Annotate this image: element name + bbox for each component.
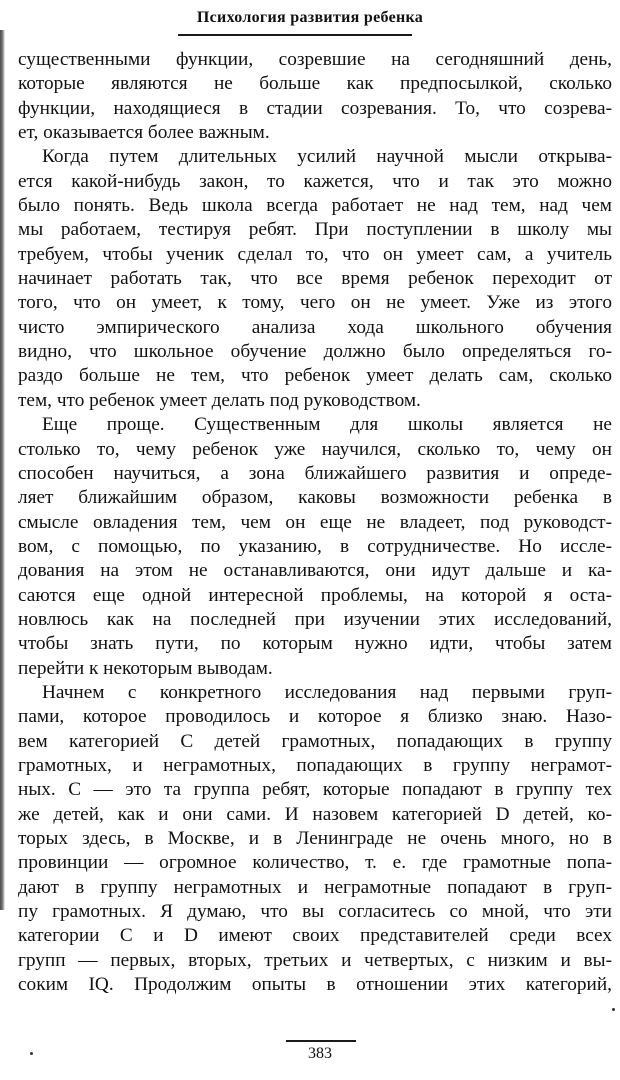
running-header: Психология развития ребенка <box>196 9 424 26</box>
text-line: видно, что школьное обучение должно было определяться го- <box>18 341 612 363</box>
text-line: мы работаем, тестируя ребят. При поступлении в школу мы <box>18 219 612 241</box>
text-line: смысле овладения тем, чем он еще не владеет, под руководст- <box>18 511 612 533</box>
text-line: ляет ближайшим образом, каковы возможности ребенка в <box>18 487 612 509</box>
text-line: Начнем с конкретного исследования над первыми груп- <box>42 681 612 703</box>
text-line: соким IQ. Продолжим опыты в отношении этих категорий, <box>18 974 612 996</box>
text-line: ных. C — это та группа ребят, которые попадают в группу тех <box>18 779 612 801</box>
text-line: ет, оказывается более важным. <box>18 122 270 144</box>
text-line: дают в группу неграмотных и неграмотные попадают в груп- <box>18 876 612 898</box>
scan-speck <box>612 1008 615 1011</box>
text-line: требуем, чтобы ученик сделал то, что он умеет сам, а учитель <box>18 243 612 265</box>
text-line: групп — первых, вторых, третьих и четвертых, с низким и вы- <box>18 949 612 971</box>
text-line: чтобы знать пути, по которым нужно идти, чтобы затем <box>18 633 612 655</box>
text-line: существенными функции, созревшие на сегодняшний день, <box>18 49 612 70</box>
text-line: раздо больше не тем, что ребенок умеет делать сам, сколько <box>18 365 612 387</box>
text-line: Еще проще. Существенным для школы является не <box>42 414 612 436</box>
text-line: саются еще одной интересной проблемы, на которой я оста- <box>18 584 612 606</box>
text-line: способен научиться, а зона ближайшего развития и опреде- <box>18 462 612 484</box>
text-line: дования на этом не останавливаются, они идут дальше и ка- <box>18 560 612 582</box>
header-rule <box>178 34 412 36</box>
binding-shadow <box>0 30 5 910</box>
text-line: было понять. Ведь школа всегда работает не над тем, над чем <box>18 195 612 217</box>
text-line: Когда путем длительных усилий научной мысли открыва- <box>42 146 612 168</box>
body-text <box>18 48 612 997</box>
text-line: провинции — огромное количество, т. е. где грамотные попа- <box>18 852 612 874</box>
text-line: тем, что ребенок умеет делать под руководством. <box>18 389 421 411</box>
text-line: чисто эмпирического анализа хода школьного обучения <box>18 316 612 338</box>
text-line: начинает работать так, что все время ребенок переходит от <box>18 268 612 290</box>
text-line: ется какой-нибудь закон, то кажется, что и так это можно <box>18 170 612 192</box>
text-line: же детей, как и они сами. И назовем категорией D детей, ко- <box>18 803 612 825</box>
text-line: новлюсь как на последней при изучении этих исследований, <box>18 608 612 630</box>
text-line: пами, которое проводилось и которое я близко знаю. Назо- <box>18 706 612 728</box>
text-line: вом, с помощью, по указанию, в сотрудничестве. Но иссле- <box>18 535 612 557</box>
text-line: категории C и D имеют своих представителей среди всех <box>18 925 612 947</box>
text-line: функции, находящиеся в стадии созревания. То, что созрева- <box>18 97 612 119</box>
text-line: столько то, чему ребенок уже научился, сколько то, чему он <box>18 438 612 460</box>
footer-rule <box>286 1040 356 1042</box>
text-line: которые являются не больше как предпосылкой, сколько <box>18 73 612 95</box>
text-line: того, что он умеет, к тому, чего он не умеет. Уже из этого <box>18 292 612 314</box>
text-line: пу грамотных. Я думаю, что вы согласитесь со мной, что эти <box>18 901 612 923</box>
text-line: грамотных, и неграмотных, попадающих в группу неграмот- <box>18 754 612 776</box>
text-line: перейти к некоторым выводам. <box>18 657 273 679</box>
text-line: вем категорией C детей грамотных, попадающих в группу <box>18 730 612 752</box>
page-number: 383 <box>308 1045 332 1062</box>
text-line: торых здесь, в Москве, и в Ленинграде не очень много, но в <box>18 828 612 849</box>
scan-speck <box>30 1052 33 1055</box>
